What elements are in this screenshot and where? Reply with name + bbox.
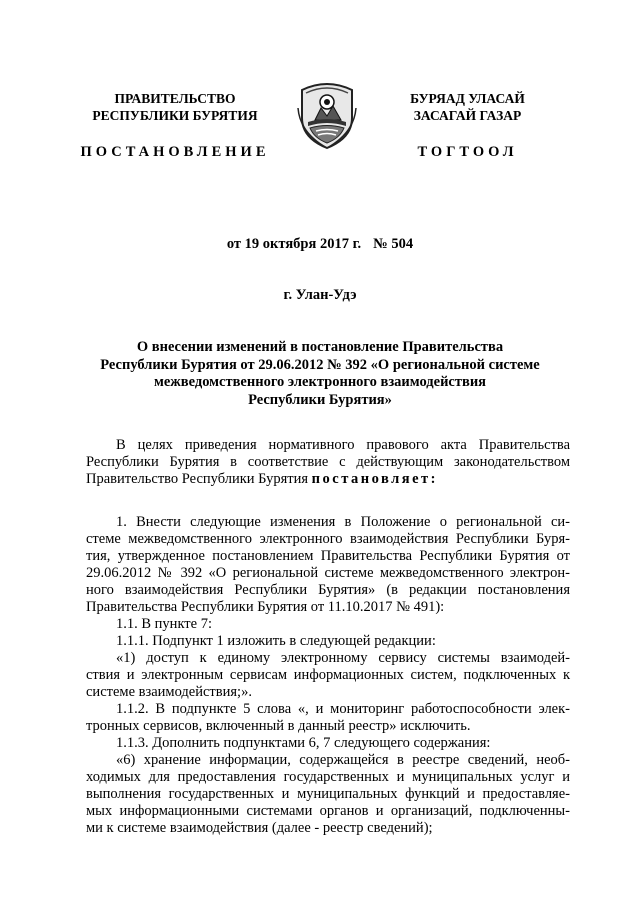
header-ru — [60, 90, 290, 161]
quote-6-line: мых информационными системами органов и организаций, подключенны- — [86, 803, 570, 819]
quote-1-line: ствия и электронным сервисам информационных систем, подключенных к — [86, 667, 570, 683]
header-bua-line1: БУРЯАД УЛАСАЙ — [410, 91, 525, 106]
paragraph-1-line: стеме межведомственного электронного взаимодействия Республики Буря- — [86, 531, 570, 547]
paragraph-1-1: 1.1. В пункте 7: — [116, 616, 212, 632]
preamble-line: В целях приведения нормативного правового акта Правительства — [116, 437, 570, 453]
decree-number: № 504 — [373, 236, 414, 252]
paragraph-1-1-1: 1.1.1. Подпункт 1 изложить в следующей редакции: — [116, 633, 436, 649]
paragraph-1-1-3: 1.1.3. Дополнить подпунктами 6, 7 следующего содержания: — [116, 735, 491, 751]
title-line: Республики Бурятия» — [248, 391, 392, 408]
header-bua-line2: ЗАСАГАЙ ГАЗАР — [413, 108, 522, 123]
header-bua — [365, 90, 570, 161]
header-bua-doctype: ТОГТООЛ — [417, 144, 518, 160]
paragraph-1-line: тия, утвержденное постановлением Правительства Республики Бурятия от — [86, 548, 570, 564]
title-line: Республики Бурятия от 29.06.2012 № 392 «О региональной системе — [100, 356, 540, 373]
buryatia-coat-of-arms-icon — [296, 78, 358, 150]
decree-word: постановляет: — [311, 471, 439, 487]
paragraph-1-1-2-line: 1.1.2. В подпункте 5 слова «, и мониторинг работоспособности элек- — [116, 701, 570, 717]
quote-6-line: «6) хранение информации, содержащейся в реестре сведений, необ- — [116, 752, 570, 768]
paragraph-1-line: 29.06.2012 № 392 «О региональной системе межведомственного электрон- — [86, 565, 570, 581]
paragraph-1-1-2-line: тронных сервисов, включенный в данный реестр» исключить. — [86, 718, 471, 734]
decree-city: г. Улан-Удэ — [283, 287, 357, 303]
quote-6-line: ходимых для предоставления государственных и муниципальных услуг и — [86, 769, 570, 785]
paragraph-1-line: 1. Внести следующие изменения в Положение о региональной си- — [116, 514, 570, 530]
quote-1-line: «1) доступ к единому электронному сервису системы взаимодей- — [116, 650, 570, 666]
title-line: межведомственного электронного взаимодействия — [153, 374, 487, 390]
quote-6-line: выполнения государственных и муниципальных функций и предоставляе- — [86, 786, 570, 802]
title-line: О внесении изменений в постановление Правительства — [136, 339, 504, 355]
header-ru-doctype: ПОСТАНОВЛЕНИЕ — [80, 144, 270, 160]
decree-date-line — [0, 236, 640, 253]
preamble-line: Республики Бурятия в соответствие с действующим законодательством — [86, 454, 570, 470]
decree-title — [90, 339, 550, 409]
quote-1-line: системе взаимодействия;». — [86, 684, 252, 700]
decree-date: от 19 октября 2017 г. — [226, 236, 362, 252]
paragraph-1-line: Правительства Республики Бурятия от 11.10.2017 № 491): — [86, 599, 445, 615]
preamble-line-last — [86, 471, 438, 488]
paragraph-1-line: ного взаимодействия Республики Бурятия» (в редакции постановления — [86, 582, 570, 598]
preamble-text: Правительство Республики Бурятия — [86, 471, 312, 487]
header-ru-line1: ПРАВИТЕЛЬСТВО — [114, 91, 236, 106]
quote-6-line: ми к системе взаимодействия (далее - реестр сведений); — [86, 820, 433, 836]
header-ru-line2: РЕСПУБЛИКИ БУРЯТИЯ — [92, 108, 258, 123]
